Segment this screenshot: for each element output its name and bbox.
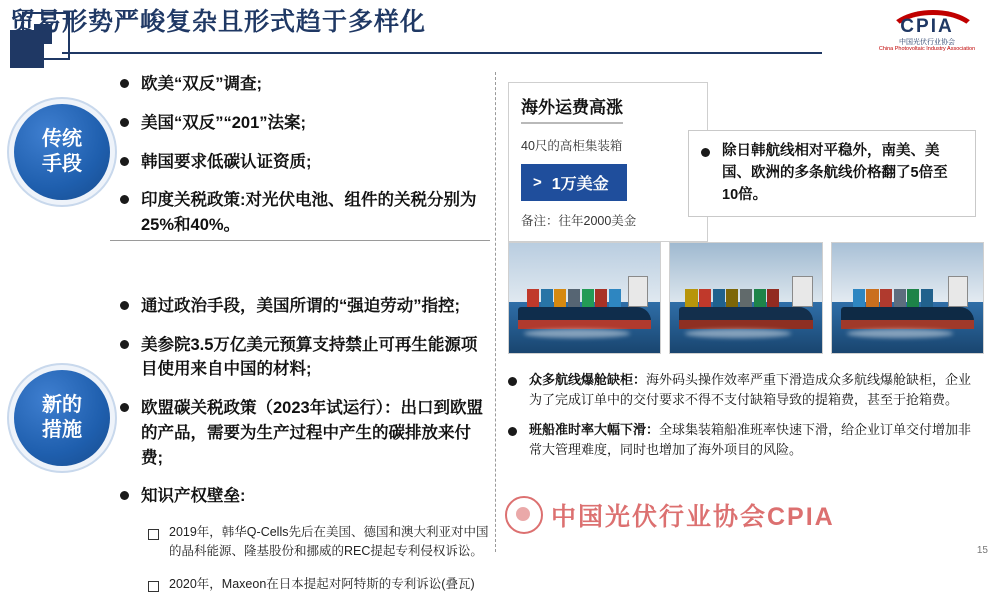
traditional-item-text: 印度关税政策:对光伏电池、组件的关税分别为25%和40%。 [141, 191, 477, 234]
sub-list-item [148, 523, 490, 561]
bullet-dot-icon [120, 403, 129, 412]
bullet-dot-icon [120, 118, 129, 127]
watermark-text: 中国光伏行业协会CPIA [551, 503, 835, 531]
page-title: 贸易形势严峻复杂且形式趋于多样化 [10, 8, 427, 36]
ship-photo-2 [669, 242, 822, 354]
new-item-text: 通过政治手段，美国所谓的“强迫劳动”指控; [141, 296, 460, 315]
freight-panel-title: 海外运费高涨 [521, 93, 623, 124]
list-item [120, 333, 490, 383]
bullet-dot-icon [120, 301, 129, 310]
bullet-dot-icon [120, 491, 129, 500]
sub-list-item [148, 575, 490, 594]
list-item [120, 150, 490, 175]
page-number: 15 [976, 545, 988, 556]
list-item [120, 111, 490, 136]
new-item-text: 美参院3.5万亿美元预算支持禁止可再生能源项目使用来自中国的材料; [141, 335, 478, 379]
bullet-dot-icon [120, 157, 129, 166]
list-item [120, 188, 490, 238]
traditional-item-text: 欧美“双反”调查; [141, 75, 262, 93]
freight-issues-list [508, 370, 984, 471]
badge-new [14, 370, 110, 466]
price-badge [521, 164, 627, 201]
bullet-dot-icon [120, 195, 129, 204]
new-item-text: 欧盟碳关税政策（2023年试运行）：出口到欧盟的产品，需要为生产过程中产生的碳排放来付费; [141, 399, 483, 467]
logo-text: CPIA [900, 16, 954, 37]
route-price-callout [688, 130, 976, 217]
ship-photo-3 [831, 242, 984, 354]
issue-lead-1: 众多航线爆舱缺柜： [529, 372, 647, 387]
list-item [120, 396, 490, 470]
vertical-divider [495, 72, 496, 552]
horizontal-divider [110, 240, 490, 241]
callout-text: 除日韩航线相对平稳外，南美、美国、欧洲的多条航线价格翻了5倍至10倍。 [722, 143, 948, 203]
list-item [508, 420, 984, 460]
new-subitem-text: 2020年，Maxeon在日本提起对阿特斯的专利诉讼(叠瓦) [169, 576, 475, 591]
list-item [120, 72, 490, 97]
bullet-dot-icon [508, 427, 517, 436]
badge-new-line2: 措施 [42, 419, 82, 441]
left-content [120, 72, 490, 607]
issue-text-2: 全球集装箱船准班率快速下滑，给企业订单交付增加非常大管理难度，同时也增加了海外项目的风险。 [529, 422, 972, 458]
traditional-item-text: 美国“双反”“201”法案; [141, 113, 307, 132]
freight-panel [508, 82, 708, 242]
issue-lead-2: 班船准时率大幅下滑： [529, 422, 660, 438]
bullet-square-icon [148, 581, 159, 592]
greater-than-icon: > [533, 174, 542, 191]
watermark [505, 492, 985, 538]
list-item [120, 484, 490, 509]
watermark-logo-icon [505, 496, 543, 534]
right-content [508, 82, 984, 458]
ship-photo-1 [508, 242, 661, 354]
badge-traditional-line1: 传统 [42, 128, 82, 150]
list-item [508, 370, 984, 410]
badge-traditional-line2: 手段 [42, 153, 82, 175]
bullet-dot-icon [120, 79, 129, 88]
badge-new-line1: 新的 [42, 394, 82, 416]
issue-text-1: 海外码头操作效率严重下滑造成众多航线爆舱缺柜，企业为了完成订单中的交付要求不得不支付缺箱导致的提箱费，甚至于抢箱费。 [529, 372, 972, 408]
bullet-dot-icon [508, 377, 517, 386]
ship-photo-row [508, 242, 984, 352]
bullet-square-icon [148, 529, 159, 540]
logo-subtitle: 中国光伏行业协会 [899, 39, 955, 46]
new-item-text: 知识产权壁垒: [141, 487, 246, 506]
traditional-item-text: 韩国要求低碳认证资质; [141, 152, 312, 171]
slide-header [0, 0, 1000, 68]
price-value: 1万美金 [551, 176, 609, 193]
bullet-dot-icon [701, 148, 710, 157]
logo-subtitle-en: China Photovoltaic Industry Association [878, 46, 976, 52]
cpia-logo [872, 8, 982, 56]
badge-traditional [14, 104, 110, 200]
list-item [120, 294, 490, 319]
new-subitem-text: 2019年，韩华Q-Cells先后在美国、德国和澳大利亚对中国的晶科能源、隆基股份和挪威的REC提起专利侵权诉讼。 [169, 525, 489, 558]
bullet-dot-icon [120, 340, 129, 349]
price-note: 备注：往年2000美金 [521, 214, 637, 228]
container-type-label: 40尺的高柜集装箱 [521, 139, 623, 153]
